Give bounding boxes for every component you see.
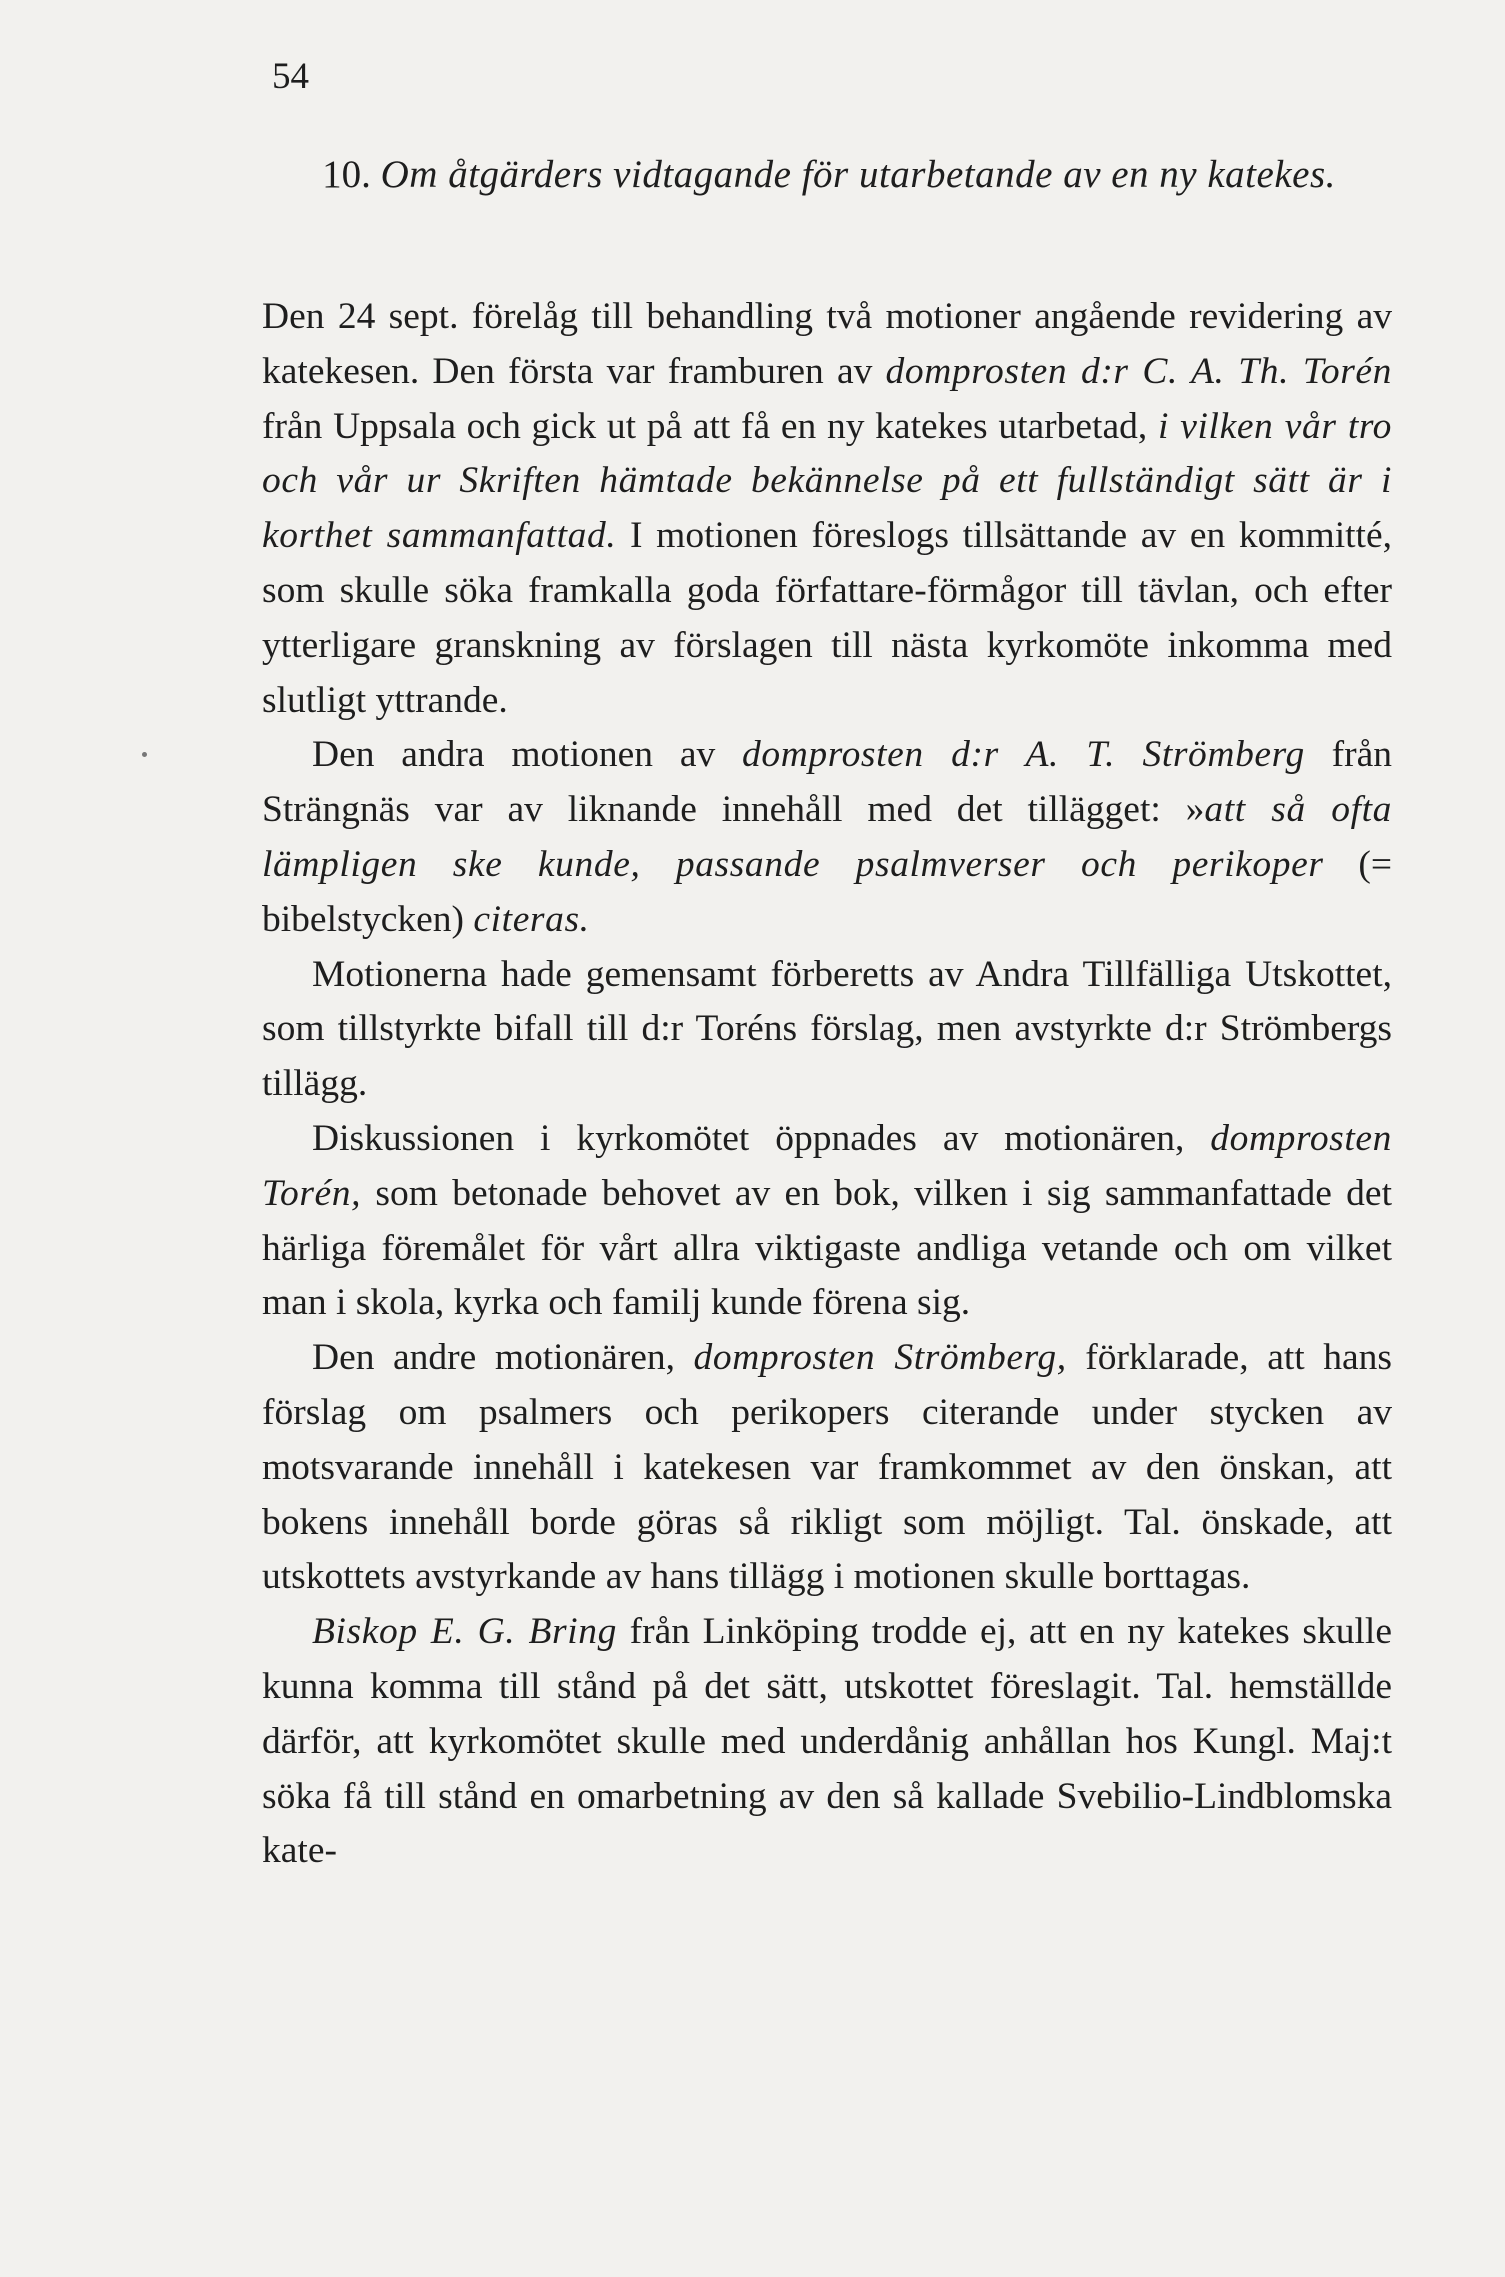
- text-run: som betonade behovet av en bok, vilken i sig sammanfattade det härliga föremålet för vårt allra viktigaste andliga vetande och om vilket man i skola, kyrka och familj kunde förena sig.: [262, 1172, 1392, 1324]
- paragraph-2: [262, 728, 1392, 947]
- text-run: Motionerna hade gemensamt förberetts av Andra Tillfälliga Utskottet, som tillstyrkte bifall till d:r Toréns förslag, men avstyrkte d:r Strömbergs tillägg.: [262, 953, 1392, 1105]
- body-text: [262, 290, 1392, 1879]
- page-number: 54: [272, 56, 309, 97]
- paragraph-5: [262, 1331, 1392, 1605]
- text-run: Den 24 sept. förelåg till behandling två motioner angående revidering av katekesen. Den första var framburen av: [262, 296, 1392, 392]
- stray-mark: [142, 752, 147, 757]
- section-title: Om åtgärders vidtagande för utarbetande av en ny katekes.: [380, 153, 1336, 196]
- section-number: 10.: [322, 153, 371, 196]
- paragraph-6: [262, 1605, 1392, 1879]
- text-run: (= bibelstycken): [262, 843, 1392, 940]
- text-run: Diskussionen i kyrkomötet öppnades av motionären,: [312, 1117, 1211, 1159]
- italic-run: domprosten d:r C. A. Th. Torén: [885, 350, 1392, 392]
- italic-run: i vilken vår tro och vår ur Skriften hämtade bekännelse på ett fullständigt sätt är i korthet sammanfattad.: [262, 405, 1392, 557]
- italic-run: domprosten Torén,: [262, 1117, 1392, 1214]
- text-run: Den andre motionären,: [312, 1337, 694, 1379]
- text-run: från Uppsala och gick ut på att få en ny katekes utarbetad,: [262, 405, 1158, 447]
- text-run: från Strängnäs var av liknande innehåll med det tillägget: »: [262, 734, 1392, 831]
- italic-run: domprosten d:r A. T. Strömberg: [742, 734, 1305, 776]
- italic-run: domprosten Strömberg,: [693, 1337, 1067, 1379]
- italic-run: citeras.: [473, 898, 590, 940]
- paragraph-4: [262, 1112, 1392, 1331]
- text-run: Den andra motionen av: [312, 734, 743, 776]
- section-heading: [264, 142, 1394, 207]
- text-run: förklarade, att hans förslag om psalmers och perikopers citerande under stycken av motsvarande innehåll i katekesen var framkommet av den önskan, att bokens innehåll borde göras så rikligt som möjligt. Tal. önskade, att utskottets avstyrkande av hans tillägg i motionen skulle borttagas.: [262, 1337, 1392, 1598]
- text-run: från Linköping trodde ej, att en ny katekes skulle kunna komma till stånd på det sätt, utskottet föreslagit. Tal. hemställde därför, att kyrkomötet skulle med underdånig anhållan hos Kungl. Maj:t söka få till stånd en omarbetning av den så kallade Svebilio-Lindblomska kate-: [262, 1611, 1392, 1872]
- paragraph-3: [262, 948, 1392, 1112]
- italic-run: Biskop E. G. Bring: [312, 1611, 617, 1653]
- italic-run: att så ofta lämpligen ske kunde, passande psalmverser och perikoper: [262, 789, 1392, 885]
- text-run: I motionen föreslogs tillsättande av en kommitté, som skulle söka framkalla goda författare-förmågor till tävlan, och efter ytterligare granskning av förslagen till nästa kyrkomöte inkomma med slutligt yttrande.: [262, 515, 1392, 721]
- paragraph-1: [262, 290, 1392, 728]
